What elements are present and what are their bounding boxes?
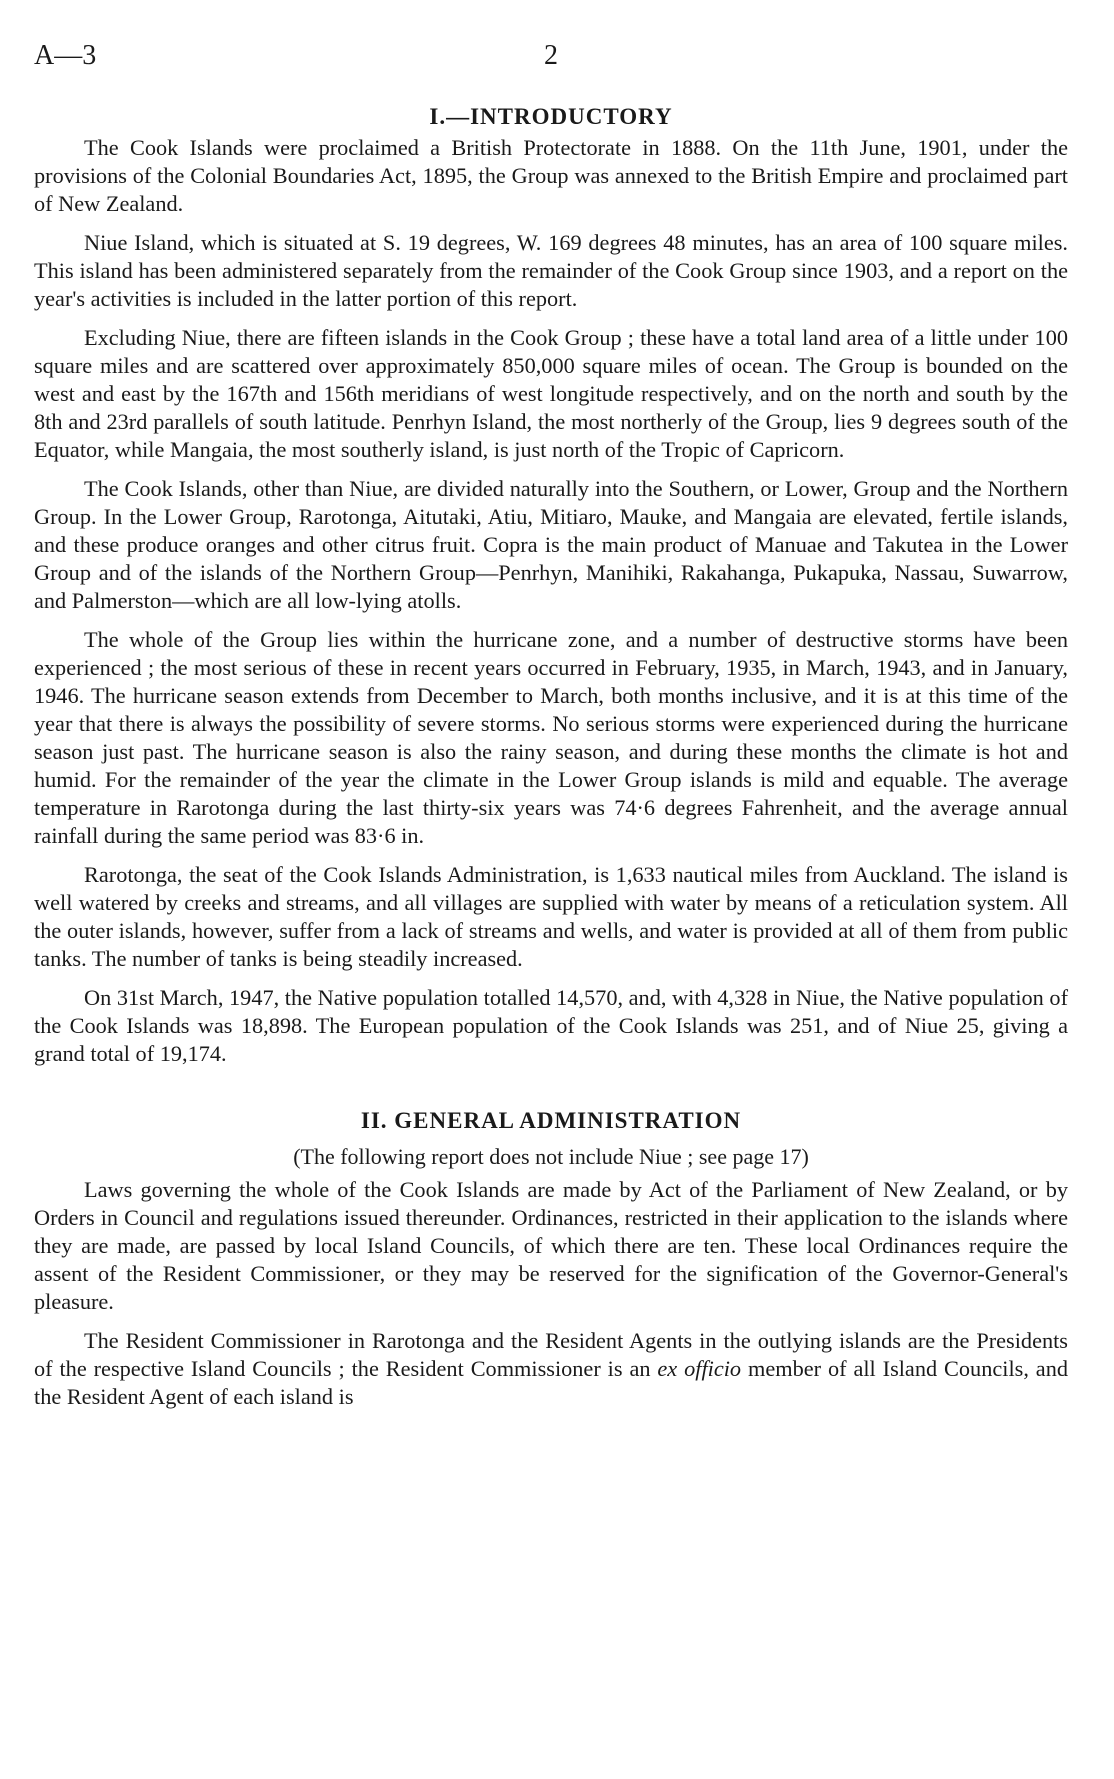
page-header — [34, 40, 1068, 76]
paragraph-last — [34, 1327, 1068, 1411]
paragraph-text: The Resident Commissioner in Rarotonga and the Resident Agents in the outlying islands are the Presidents of the respective Island Councils ; the Resident Commissioner is an — [34, 1328, 1068, 1381]
italic-term: ex officio — [657, 1356, 742, 1381]
paragraph: Excluding Niue, there are fifteen islands in the Cook Group ; these have a total land area of a little under 100 square miles and are scattered over approximately 850,000 square miles of ocean. The Group is bounded on the west and east by the 167th and 156th meridians of west longitude respectively, and on the north and south by the 8th and 23rd parallels of south latitude. Penrhyn Island, the most northerly of the Group, lies 9 degrees south of the Equator, while Mangaia, the most southerly island, is just north of the Tropic of Capricorn. — [34, 325, 1068, 462]
paragraph: The whole of the Group lies within the hurricane zone, and a number of destructive storms have been experienced ; the most serious of these in recent years occurred in February, 1935, in March, 1943, and in January, 1946. The hurricane season extends from December to March, both months inclusive, and it is at this time of the year that there is always the possibility of severe storms. No serious storms were experienced during the hurricane season just past. The hurricane season is also the rainy season, and during these months the climate is hot and humid. For the remainder of the year the climate in the Lower Group islands is mild and equable. The average temperature in Rarotonga during the last thirty-six years was 74·6 degrees Fahrenheit, and the average annual rainfall during the same period was 83·6 in. — [34, 627, 1068, 848]
section-subheading: (The following report does not include Niue ; see page 17) — [293, 1144, 809, 1169]
section-heading-general-administration: II. GENERAL ADMINISTRATION — [360, 1108, 742, 1133]
section-heading-introductory: I.—INTRODUCTORY — [429, 104, 673, 129]
paragraph: Rarotonga, the seat of the Cook Islands Administration, is 1,633 nautical miles from Auckland. The island is well watered by creeks and streams, and all villages are supplied with water by means of a reticulation system. All the outer islands, however, suffer from a lack of streams and wells, and water is provided at all of them from public tanks. The number of tanks is being steadily increased. — [34, 862, 1068, 971]
paragraph: Laws governing the whole of the Cook Islands are made by Act of the Parliament of New Zealand, or by Orders in Council and regulations issued thereunder. Ordinances, restricted in their application to the islands where they are made, are passed by local Island Councils, of which there are ten. These local Ordinances require the assent of the Resident Commissioner, or they may be reserved for the signification of the Governor-General's pleasure. — [34, 1177, 1068, 1314]
document-page — [34, 40, 1068, 1422]
paragraph: Niue Island, which is situated at S. 19 degrees, W. 169 degrees 48 minutes, has an area of 100 square miles. This island has been administered separately from the remainder of the Cook Group since 1903, and a report on the year's activities is included in the latter portion of this report. — [34, 230, 1068, 311]
paragraph: The Cook Islands were proclaimed a British Protectorate in 1888. On the 11th June, 1901, under the provisions of the Colonial Boundaries Act, 1895, the Group was annexed to the British Empire and proclaimed part of New Zealand. — [34, 135, 1068, 216]
paragraph: The Cook Islands, other than Niue, are divided naturally into the Southern, or Lower, Group and the Northern Group. In the Lower Group, Rarotonga, Aitutaki, Atiu, Mitiaro, Mauke, and Mangaia are elevated, fertile islands, and these produce oranges and other citrus fruit. Copra is the main product of Manuae and Takutea in the Lower Group and of the islands of the Northern Group—Penrhyn, Manihiki, Rakahanga, Pukapuka, Nassau, Suwarrow, and Palmerston—which are all low-lying atolls. — [34, 476, 1068, 613]
page-number: 2 — [544, 40, 558, 71]
section-general-administration — [34, 1176, 1068, 1411]
document-reference: A—3 — [34, 40, 97, 71]
section-introductory — [34, 134, 1068, 1068]
paragraph: On 31st March, 1947, the Native population totalled 14,570, and, with 4,328 in Niue, the Native population of the Cook Islands was 18,898. The European population of the Cook Islands was 251, and of Niue 25, giving a grand total of 19,174. — [34, 985, 1068, 1066]
paragraph-text: member of all Island Councils, and the Resident Agent of each island is — [34, 1356, 1068, 1409]
